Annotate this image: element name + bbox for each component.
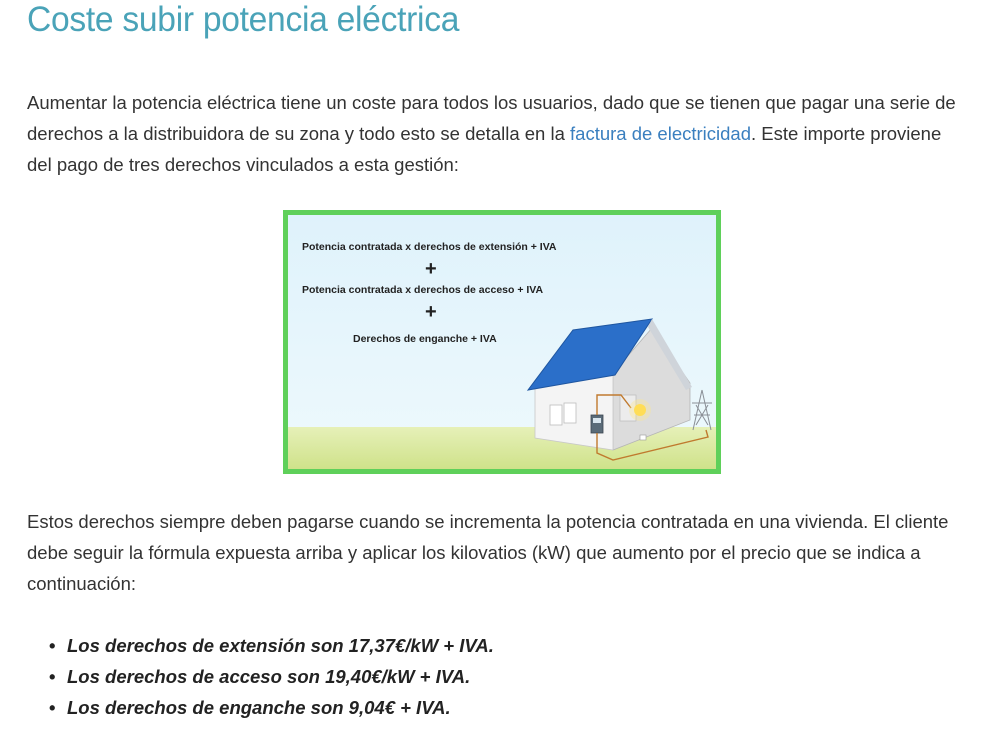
bulb-glow xyxy=(629,399,651,421)
list-item-text: Los derechos de enganche son 9,04€ + IVA. xyxy=(67,697,451,718)
list-item xyxy=(27,630,494,661)
formula-line-access: Potencia contratada x derechos de acceso + IVA xyxy=(302,284,544,296)
meter-icon xyxy=(591,415,603,433)
formula-plus: + xyxy=(425,301,437,323)
formula-illustration xyxy=(283,210,721,474)
formula-line-connection: Derechos de enganche + IVA xyxy=(353,333,497,345)
window xyxy=(550,405,562,425)
intro-paragraph xyxy=(27,87,962,180)
page-title: Coste subir potencia eléctrica xyxy=(27,0,460,39)
explanation-paragraph: Estos derechos siempre deben pagarse cuando se incrementa la potencia contratada en una vivienda. El cliente debe seguir la fórmula expuesta arriba y aplicar los kilovatios (kW) que aumento por el precio que se indica a continuación: xyxy=(27,511,949,594)
electricity-bill-link[interactable]: factura de electricidad xyxy=(570,123,752,144)
intro-text-start: Aumentar la potencia eléctrica tiene un coste para todos los usuarios, dado que se tienen que pagar una serie de derechos a la distribuidora de su zona y todo esto se detalla en la xyxy=(27,92,956,144)
socket-icon xyxy=(640,435,646,440)
list-item-text: Los derechos de acceso son 19,40€/kW + IVA. xyxy=(67,666,471,687)
bullet: • xyxy=(49,697,56,718)
list-item xyxy=(27,661,494,692)
intro-text-end: . Este importe proviene del pago de tres derechos vinculados a esta gestión: xyxy=(27,123,942,175)
window xyxy=(564,403,576,423)
meter-display xyxy=(593,418,601,423)
formula-line-extension: Potencia contratada x derechos de extensión + IVA xyxy=(302,241,557,253)
bullet: • xyxy=(49,635,56,656)
list-item-text: Los derechos de extensión son 17,37€/kW + IVA. xyxy=(67,635,494,656)
formula-plus: + xyxy=(425,258,437,280)
list-item xyxy=(27,692,494,723)
bullet: • xyxy=(49,666,56,687)
price-list xyxy=(27,630,494,723)
